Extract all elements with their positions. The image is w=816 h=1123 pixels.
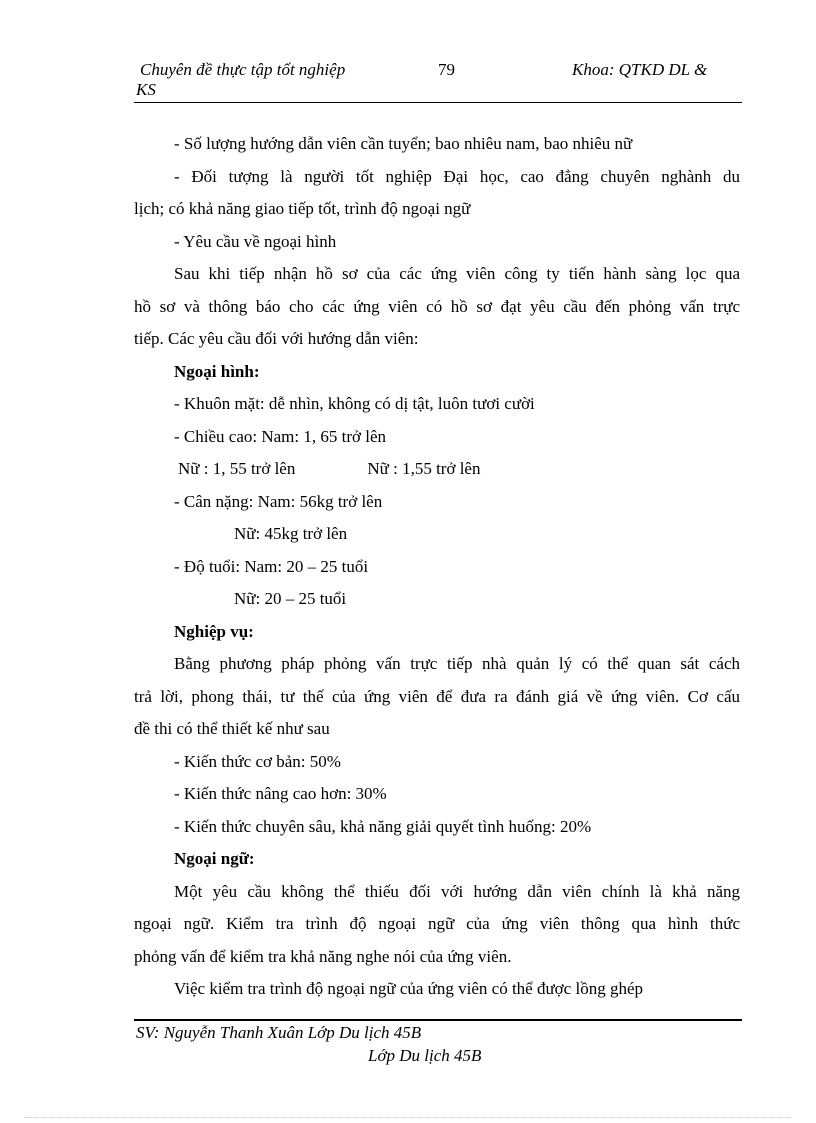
body-line: - Cân nặng: Nam: 56kg trở lên [174, 491, 383, 511]
section-heading-appearance: Ngoại hình: [174, 361, 260, 381]
header-document-title: Chuyên đề thực tập tốt nghiệp [140, 60, 346, 79]
body-line: hồ sơ và thông báo cho các ứng viên có hồ sơ đạt yêu cầu đến phỏng vấn trực [134, 296, 740, 316]
body-line: trả lời, phong thái, tư thế của ứng viên để đưa ra đánh giá về ứng viên. Cơ cấu [134, 686, 740, 706]
female-height-1: Nữ : 1, 55 trở lên [178, 459, 296, 478]
page-bottom-dotted-line [24, 1117, 792, 1118]
body-line: Nữ: 45kg trở lên [234, 524, 348, 543]
body-line [134, 453, 740, 486]
body-line: - Kiến thức chuyên sâu, khả năng giải quyết tình huống: 20% [174, 816, 592, 836]
header-rule [134, 102, 742, 103]
body-line: tiếp. Các yêu cầu đối với hướng dẫn viên: [134, 329, 419, 348]
body-line: - Yêu cầu về ngoại hình [174, 231, 337, 251]
body-line: đề thi có thể thiết kế như sau [134, 719, 330, 738]
body-line: - Đối tượng là người tốt nghiệp Đại học, cao đẳng chuyên nghành du [174, 166, 740, 186]
body-line: - Khuôn mặt: dễ nhìn, không có dị tật, luôn tươi cười [174, 394, 535, 413]
female-height-2: Nữ : 1,55 trở lên [367, 459, 481, 478]
body-line: Việc kiểm tra trình độ ngoại ngữ của ứng viên có thể được lồng ghép [174, 979, 643, 998]
body-line: Một yêu cầu không thể thiếu đối với hướng dẫn viên chính là khả năng [174, 881, 740, 901]
body-line: Sau khi tiếp nhận hồ sơ của các ứng viên công ty tiến hành sàng lọc qua [174, 264, 740, 283]
header-page-number: 79 [438, 60, 455, 79]
body-line: - Độ tuổi: Nam: 20 – 25 tuổi [174, 556, 369, 576]
page-body [134, 128, 740, 1006]
body-line: - Kiến thức cơ bản: 50% [174, 751, 341, 771]
footer-rule [134, 1019, 742, 1021]
body-line: - Kiến thức nâng cao hơn: 30% [174, 784, 387, 803]
header-faculty-continued: KS [136, 80, 156, 99]
footer-class: Lớp Du lịch 45B [368, 1046, 482, 1065]
body-line: lịch; có khả năng giao tiếp tốt, trình độ ngoại ngữ [134, 199, 471, 218]
section-heading-skills: Nghiệp vụ: [174, 621, 254, 641]
section-heading-language: Ngoại ngữ: [174, 849, 255, 868]
body-line: - Số lượng hướng dẫn viên cần tuyển; bao nhiêu nam, bao nhiêu nữ [174, 134, 633, 153]
header-faculty: Khoa: QTKD DL & [572, 60, 708, 79]
body-line: phỏng vấn để kiểm tra khả năng nghe nói của ứng viên. [134, 946, 512, 966]
body-line: Bằng phương pháp phỏng vấn trực tiếp nhà quản lý có thể quan sát cách [174, 654, 740, 673]
footer-student-name: SV: Nguyễn Thanh Xuân Lớp Du lịch 45B [136, 1023, 422, 1042]
body-line: ngoại ngữ. Kiểm tra trình độ ngoại ngữ của ứng viên thông qua hình thức [134, 914, 740, 933]
body-line: - Chiều cao: Nam: 1, 65 trở lên [174, 426, 386, 446]
body-line: Nữ: 20 – 25 tuổi [234, 589, 347, 608]
